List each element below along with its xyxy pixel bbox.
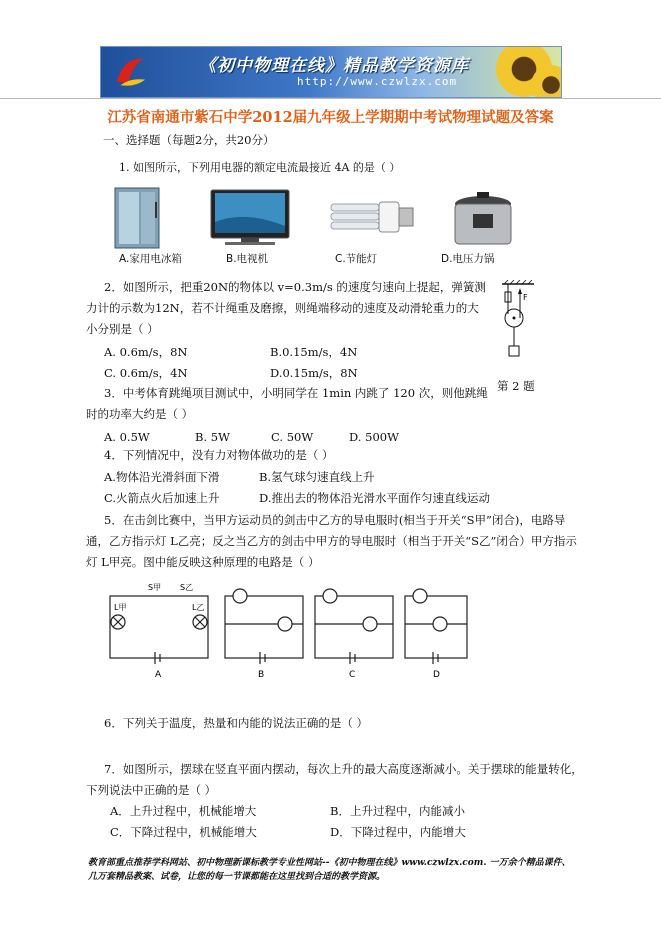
header-banner bbox=[100, 46, 562, 98]
section-heading: 一、选择题（每题2分，共20分） bbox=[103, 133, 275, 147]
switch-label: S甲 bbox=[148, 583, 162, 592]
force-label: F bbox=[523, 293, 528, 302]
document-title: 江苏省南通市紫石中学2012届九年级上学期期中考试物理试题及答案 bbox=[107, 109, 554, 126]
circuit-b bbox=[225, 589, 303, 664]
q1-option-label: A.家用电冰箱 bbox=[119, 253, 182, 265]
q1-option-label: B.电视机 bbox=[226, 253, 269, 265]
circuit-label: D bbox=[433, 670, 440, 680]
q2-option: D.0.15m/s，8N bbox=[270, 366, 358, 380]
question-5-line: 通，乙方指示灯 L乙亮；反之当乙方的剑击中甲方的导电服时（相当于开关“S乙”闭合）甲方指示 bbox=[86, 534, 577, 548]
circuit-d bbox=[405, 589, 467, 664]
question-7-line: 下列说法中正确的是（ ） bbox=[86, 783, 217, 797]
q7-option: D．下降过程中，内能增大 bbox=[330, 825, 466, 839]
question-2-line: 2．如图所示，把重20N的物体以 v=0.3m/s 的速度匀速向上提起，弹簧测 bbox=[104, 280, 486, 294]
figure-caption: 第 2 题 bbox=[497, 379, 535, 393]
question-3-line: 3．中考体育跳绳项目测试中，小明同学在 1min 内跳了 120 次，则他跳绳 bbox=[104, 386, 488, 400]
footer-text: 教育部重点推荐学科网站、初中物理新课标教学专业性网站--《初中物理在线》www.czwlzx.com. 一万余个精品课件、几万套精品教案、试卷，让您的每一节课都能在这里找到合适的教学资源。 bbox=[88, 858, 571, 882]
circuit-label: C bbox=[349, 670, 356, 680]
question-5-line: 5．在击剑比赛中，当甲方运动员的剑击中乙方的导电服时(相当于开关“S甲”闭合)，电路导 bbox=[104, 513, 566, 527]
banner-title: 《初中物理在线》精品教学资源库 bbox=[199, 56, 469, 76]
q7-option: A．上升过程中，机械能增大 bbox=[110, 804, 257, 818]
question-2-line: 小分别是（ ） bbox=[86, 322, 159, 336]
question-3-line: 时的功率大约是（ ） bbox=[86, 407, 194, 421]
site-logo-icon bbox=[111, 53, 149, 91]
tv-image bbox=[211, 190, 289, 245]
pulley-figure bbox=[490, 280, 550, 376]
q4-option: A.物体沿光滑斜面下滑 bbox=[104, 470, 220, 484]
q4-option: C.火箭点火后加速上升 bbox=[104, 491, 220, 505]
q3-option: D. 500W bbox=[349, 430, 399, 444]
banner-url[interactable]: http://www.czwlzx.com bbox=[297, 75, 458, 88]
q1-option-label: C.节能灯 bbox=[335, 253, 378, 265]
fridge-image bbox=[115, 188, 159, 248]
q1-option-label: D.电压力锅 bbox=[441, 253, 495, 265]
q3-option: B. 5W bbox=[195, 430, 230, 444]
circuit-label: B bbox=[258, 670, 265, 680]
circuit-c bbox=[315, 589, 393, 664]
lamp-label: L甲 bbox=[114, 603, 127, 612]
q2-option: B.0.15m/s，4N bbox=[270, 345, 358, 359]
question-7-line: 7．如图所示，摆球在竖直平面内摆动，每次上升的最大高度逐渐减小。关于摆球的能量转化， bbox=[104, 762, 583, 776]
energy-saving-lamp-image bbox=[331, 202, 413, 232]
circuit-diagrams bbox=[100, 578, 470, 682]
switch-label: S乙 bbox=[180, 583, 194, 592]
header-divider bbox=[0, 98, 661, 99]
q7-option: B．上升过程中，内能减小 bbox=[330, 804, 465, 818]
q7-option: C．下降过程中，机械能增大 bbox=[110, 825, 257, 839]
question-4-line: 4．下列情况中，没有力对物体做功的是（ ） bbox=[104, 448, 334, 462]
pressure-cooker-image bbox=[455, 192, 511, 244]
q3-option: A. 0.5W bbox=[104, 430, 150, 444]
q2-option: C. 0.6m/s，4N bbox=[104, 366, 188, 380]
circuit-label: A bbox=[155, 670, 162, 680]
q2-option: A. 0.6m/s，8N bbox=[104, 345, 188, 359]
lamp-label: L乙 bbox=[192, 603, 205, 612]
question-5-line: 灯 L甲亮。图中能反映这种原理的电路是（ ） bbox=[86, 555, 320, 569]
question-6-line: 6．下列关于温度，热量和内能的说法正确的是（ ） bbox=[104, 716, 368, 730]
q3-option: C. 50W bbox=[271, 430, 314, 444]
q4-option: D.推出去的物体沿光滑水平面作匀速直线运动 bbox=[259, 491, 490, 505]
question-2-line: 力计的示数为12N，若不计绳重及磨擦，则绳端移动的速度及动滑轮重力的大 bbox=[86, 301, 479, 315]
question-1-text: 1. 如图所示，下列用电器的额定电流最接近 4A 的是（ ） bbox=[119, 161, 401, 174]
q4-option: B.氢气球匀速直线上升 bbox=[259, 470, 375, 484]
